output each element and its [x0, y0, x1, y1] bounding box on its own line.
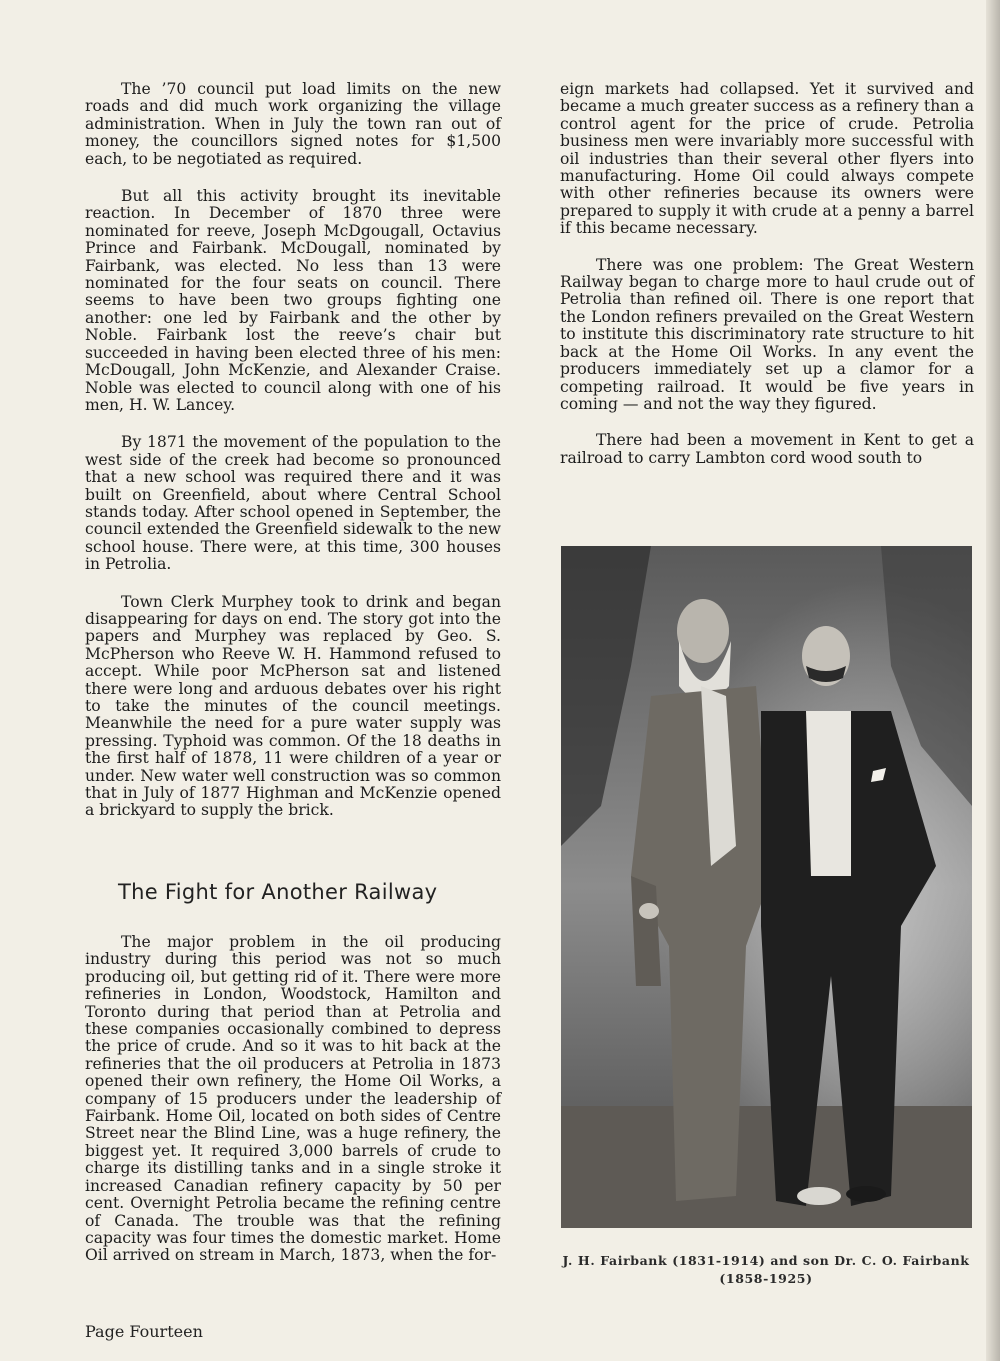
left-column-continued — [85, 934, 501, 1265]
paragraph: eign markets had collapsed. Yet it survived and became a much greater success as a refinery than a control agent for the price of crude. Petrolia business men were invariably more successful with oil industries than their several other flyers into manufacturing. Home Oil could always compete with other refineries because its owners were prepared to supply it with crude at a penny a barrel if this became necessary. — [560, 80, 974, 238]
portrait-photograph — [561, 546, 972, 1228]
section-heading: The Fight for Another Railway — [118, 880, 438, 904]
page-number: Page Fourteen — [85, 1322, 203, 1341]
paragraph: But all this activity brought its inevitable reaction. In December of 1870 three were nominated for reeve, Joseph McDgougall, Octavius Prince and Fairbank. McDougall, nominated by Fairbank, was elected. No less than 13 were nominated for the four seats on council. There seems to have been two groups fighting one another: one led by Fairbank and the other by Noble. Fairbank lost the reeve’s chair but succeeded in having been elected three of his men: McDougall, John McKenzie, and Alexander Craise. Noble was elected to council along with one of his men, H. W. Lancey. — [85, 187, 501, 414]
paragraph: Town Clerk Murphey took to drink and began disappearing for days on end. The story got into the papers and Murphey was replaced by Geo. S. McPherson who Reeve W. H. Hammond refused to accept. While poor McPherson sat and listened there were long and arduous debates over his right to take the minutes of the council meetings. Meanwhile the need for a pure water supply was pressing. Typhoid was common. Of the 18 deaths in the first half of 1878, 11 were children of a year or under. New water well construction was so common that in July of 1877 Highman and McKenzie opened a brickyard to supply the brick. — [85, 592, 501, 820]
paragraph: The ’70 council put load limits on the new roads and did much work organizing the village administration. When in July the town ran out of money, the councillors signed notes for $1,500 each, to be negotiated as required. — [85, 80, 501, 168]
photo-caption: J. H. Fairbank (1831-1914) and son Dr. C. O. Fairbank (1858-1925) — [562, 1253, 970, 1286]
right-column — [560, 81, 974, 467]
paragraph: There had been a movement in Kent to get a railroad to carry Lambton cord wood south to — [560, 431, 974, 467]
page-edge-shadow — [986, 0, 1000, 1361]
paragraph: By 1871 the movement of the population to the west side of the creek had become so pronounced that a new school was required there and it was built on Greenfield, about where Central School stands today. After school opened in September, the council extended the Greenfield sidewalk to the new school house. There were, at this time, 300 houses in Petrolia. — [85, 433, 502, 574]
left-column — [85, 81, 501, 820]
paragraph: There was one problem: The Great Western Railway began to charge more to haul crude out of Petrolia than refined oil. There is one report that the London refiners prevailed on the Great Western to institute this discriminatory rate structure to hit back at the Home Oil Works. In any event the producers immediately set up a clamor for a competing railroad. It would be five years in coming — and not the way they figured. — [560, 255, 974, 413]
paragraph: The major problem in the oil producing industry during this period was not so much producing oil, but getting rid of it. There were more refineries in London, Woodstock, Hamilton and Toronto during that period than at Petrolia and these companies occasionally combined to depress the price of crude. And so it was to hit back at the refineries that the oil producers at Petrolia in 1873 opened their own refinery, the Home Oil Works, a company of 15 producers under the leadership of Fairbank. Home Oil, located on both sides of Centre Street near the Blind Line, was a huge refinery, the biggest yet. It required 3,000 barrels of crude to charge its distilling tanks and in a single stroke it increased Canadian refinery capacity by 50 per cent. Overnight Petrolia became the refining centre of Canada. The trouble was that the refining capacity was four times the domestic market. Home Oil arrived on stream in March, 1873, when the for- — [85, 933, 501, 1265]
